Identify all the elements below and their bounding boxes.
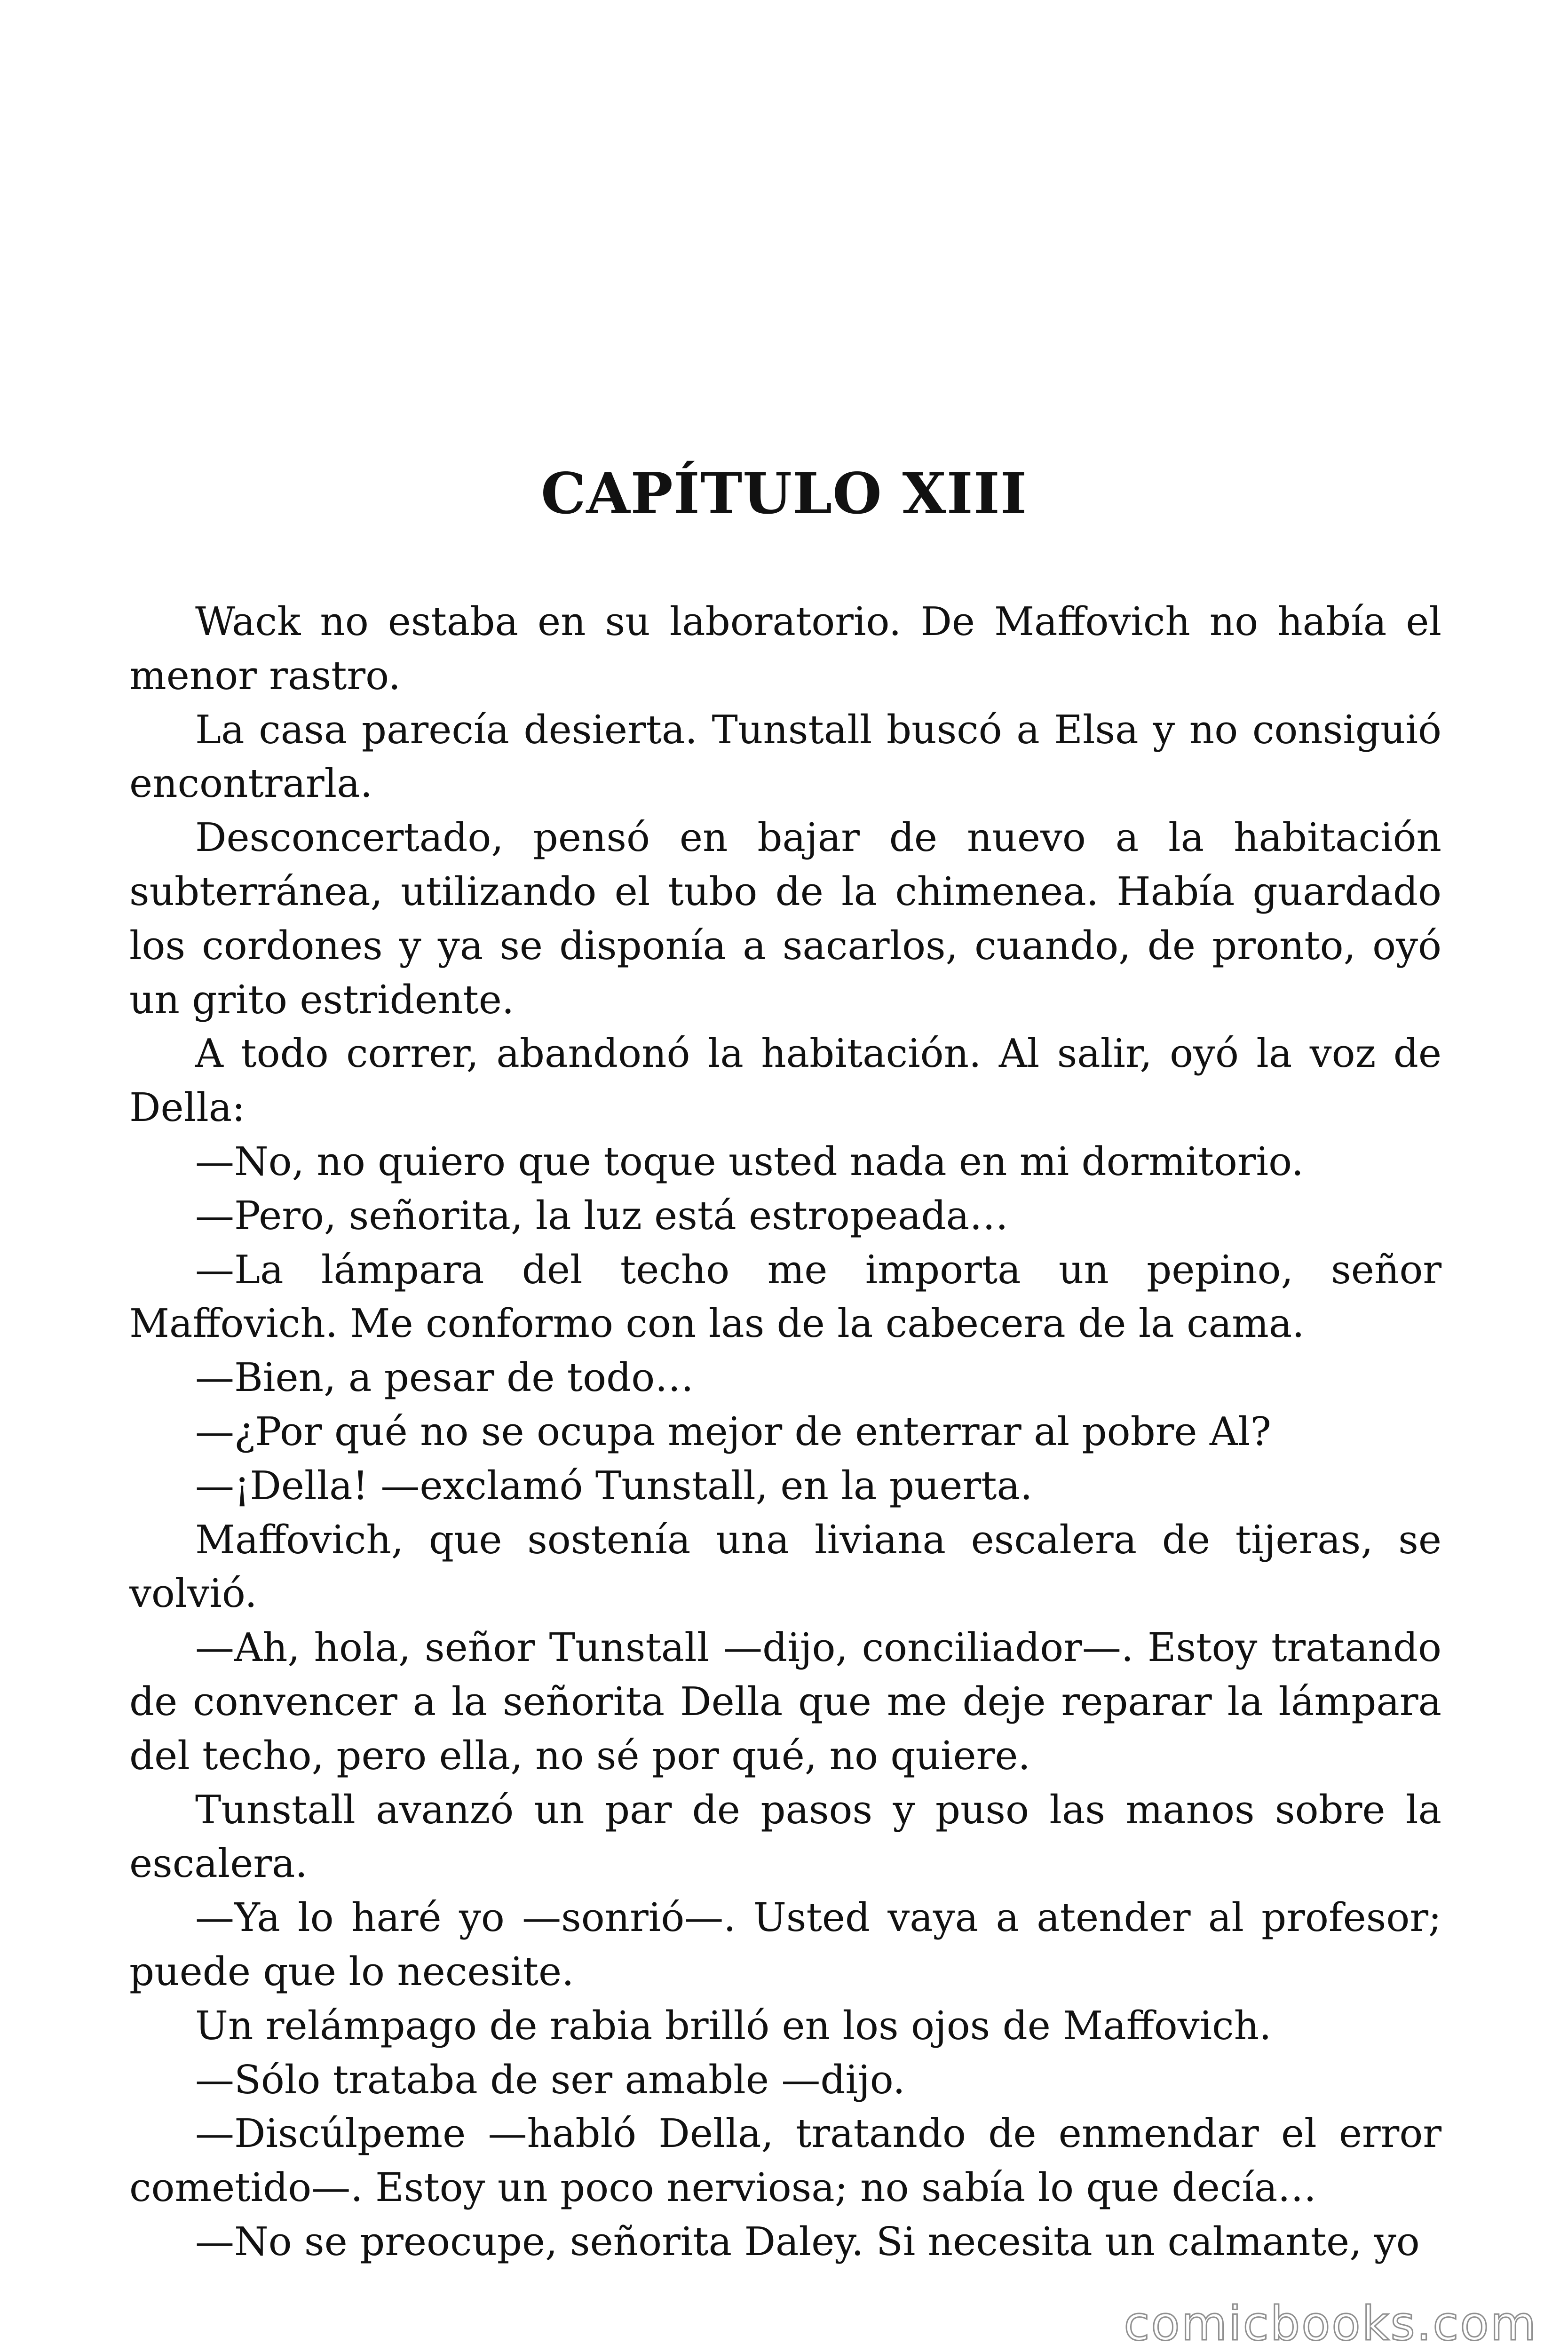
paragraph: —Pero, señorita, la luz está estropeada… bbox=[195, 1192, 1009, 1239]
paragraph: —La lámpara del techo me importa un pepino, señor Maffovich. Me conformo con las de la cabecera de la cama. bbox=[129, 1247, 1441, 1347]
paragraph: Maffovich, que sostenía una liviana escalera de tijeras, se volvió. bbox=[129, 1517, 1441, 1617]
paragraph: —Ya lo haré yo —sonrió—. Usted vaya a atender al profesor; puede que lo necesite. bbox=[129, 1895, 1441, 1994]
paragraph: La casa parecía desierta. Tunstall buscó a Elsa y no consiguió encontrarla. bbox=[129, 707, 1441, 807]
paragraph: Tunstall avanzó un par de pasos y puso las manos sobre la escalera. bbox=[129, 1787, 1441, 1887]
paragraph: —Bien, a pesar de todo… bbox=[195, 1355, 694, 1401]
chapter-body bbox=[129, 595, 1441, 2269]
paragraph: A todo correr, abandonó la habitación. Al salir, oyó la voz de Della: bbox=[129, 1031, 1441, 1131]
paragraph: —Ah, hola, señor Tunstall —dijo, conciliador—. Estoy tratando de convencer a la señorita Della que me deje reparar la lámpara del techo, pero ella, no sé por qué, no quiere. bbox=[129, 1625, 1441, 1779]
paragraph: Wack no estaba en su laboratorio. De Maffovich no había el menor rastro. bbox=[129, 599, 1441, 699]
watermark: comicbooks.com bbox=[1124, 2296, 1537, 2351]
paragraph: —¡Della! —exclamó Tunstall, en la puerta. bbox=[195, 1462, 1033, 1509]
paragraph: —Discúlpeme —habló Della, tratando de enmendar el error cometido—. Estoy un poco nerviosa; no sabía lo que decía… bbox=[129, 2111, 1441, 2211]
paragraph: —No se preocupe, señorita Daley. Si necesita un calmante, yo bbox=[195, 2218, 1420, 2265]
paragraph: —No, no quiero que toque usted nada en mi dormitorio. bbox=[195, 1138, 1304, 1184]
paragraph: —¿Por qué no se ocupa mejor de enterrar al pobre Al? bbox=[195, 1408, 1271, 1454]
chapter-title: CAPÍTULO XIII bbox=[540, 461, 1028, 527]
paragraph: Un relámpago de rabia brilló en los ojos de Maffovich. bbox=[195, 2002, 1272, 2049]
paragraph: Desconcertado, pensó en bajar de nuevo a la habitación subterránea, utilizando el tubo de la chimenea. Había guardado los cordones y ya se disponía a sacarlos, cuando, de pronto, oyó un grito estridente. bbox=[129, 815, 1441, 1023]
paragraph: —Sólo trataba de ser amable —dijo. bbox=[195, 2057, 905, 2103]
